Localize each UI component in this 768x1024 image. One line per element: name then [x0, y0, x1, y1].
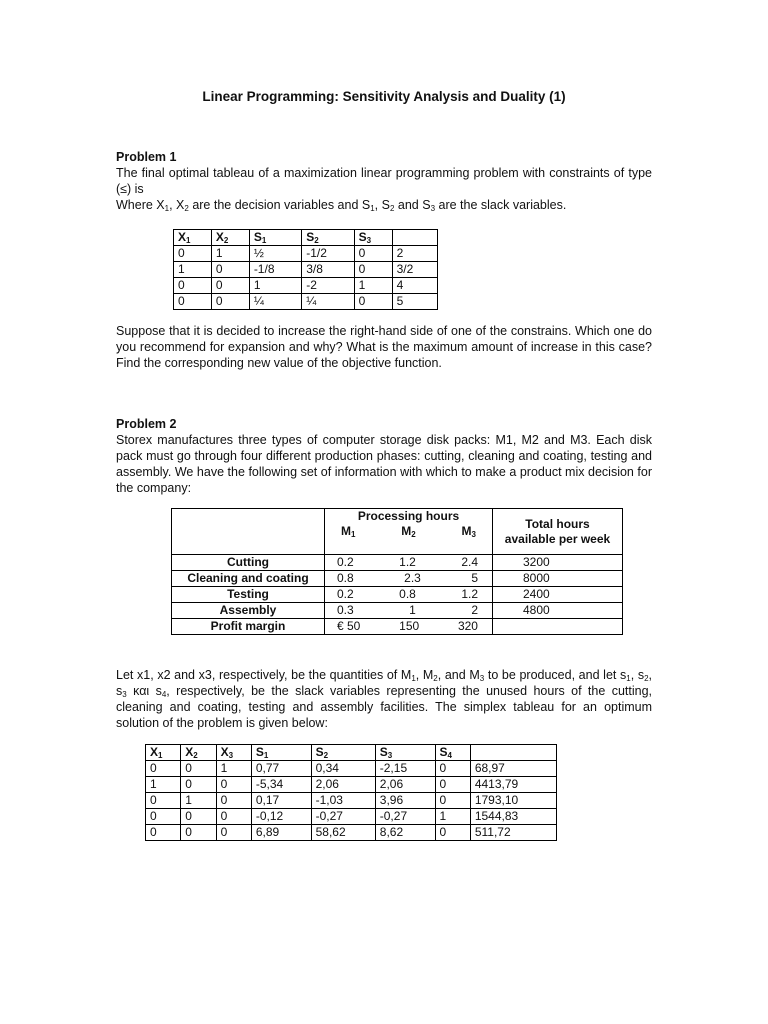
table-row — [146, 777, 557, 793]
problem1-where: Where $X_1$, $X_2$ are the decision variables and $S_1$, $S_2$ and $S_3$ are the slack variables. — [116, 198, 567, 213]
table-cell: ½ — [249, 246, 301, 262]
table-header-row — [146, 745, 557, 761]
table-cell: 58,62 — [311, 825, 375, 841]
header-cell: $X_2$ — [211, 230, 249, 246]
table-row — [172, 587, 623, 603]
processing-hours-cell: € 50 150 320 — [325, 619, 493, 635]
processing-hours-cell: 0.8 2.3 5 — [325, 571, 493, 587]
table-cell: -2,15 — [375, 761, 435, 777]
header-blank — [172, 509, 325, 555]
problem1-question: Suppose that it is decided to increase the right-hand side of one of the constrains. Which one do you recommend for expansion and why? What is the maximum amount of increase in this case? Find the corresponding new value of the objective function. — [116, 324, 652, 370]
header-cell: $S_3$ — [354, 230, 392, 246]
problem2-text — [116, 416, 652, 496]
table-cell: 511,72 — [470, 825, 556, 841]
table-header-row — [174, 230, 438, 246]
table-cell: -2 — [302, 278, 354, 294]
table-cell: 1 — [181, 793, 216, 809]
table-cell: ¼ — [249, 294, 301, 310]
problem1-intro: The final optimal tableau of a maximization linear programming problem with constraints of type (≤) is — [116, 166, 652, 196]
processing-hours-header: Processing hours $M_1$ $M_2$ $M_3$ — [325, 509, 493, 555]
table-cell: 1 — [216, 761, 251, 777]
table-header-row — [172, 509, 623, 555]
machine-header: $M_1$ — [341, 524, 356, 539]
table-row — [172, 571, 623, 587]
table-row — [174, 262, 438, 278]
table-cell: 0 — [211, 278, 249, 294]
total-hours-cell: 4800 — [493, 603, 623, 619]
table-cell: 0 — [216, 825, 251, 841]
table-cell: 0 — [435, 761, 470, 777]
table-cell: 0 — [174, 294, 212, 310]
processing-hours-cell: 0.2 0.8 1.2 — [325, 587, 493, 603]
table-cell: 0 — [216, 793, 251, 809]
table-cell: 0 — [174, 278, 212, 294]
table-cell: 5 — [392, 294, 437, 310]
table-row — [174, 278, 438, 294]
table-cell: 0 — [354, 246, 392, 262]
table-cell: 0 — [211, 294, 249, 310]
production-table — [171, 508, 623, 635]
problem2-let: Let x1, x2 and x3, respectively, be the quantities of $M_1$, $M_2$, and $M_3$ to be produced, and let $s_1$, $s_2$, $s_3$ και $s_4$, respectively, be the slack variables representing the unused hours of the cutting, cleaning and coating, testing and assembly facilities. The simplex tableau for an optimum solution of the problem is given below: — [116, 668, 653, 730]
table-row — [146, 825, 557, 841]
table-cell: 0 — [435, 777, 470, 793]
table-cell: -5,34 — [251, 777, 311, 793]
table-cell: 0 — [435, 825, 470, 841]
table-row — [172, 619, 623, 635]
table-cell: 0 — [181, 825, 216, 841]
total-hours-cell: 3200 — [493, 555, 623, 571]
header-cell — [392, 230, 437, 246]
table-cell: -1,03 — [311, 793, 375, 809]
machine-header: $M_2$ — [401, 524, 416, 539]
row-label: Testing — [172, 587, 325, 603]
total-hours-cell: 2400 — [493, 587, 623, 603]
header-cell — [470, 745, 556, 761]
table-row — [174, 294, 438, 310]
header-cell: $S_2$ — [302, 230, 354, 246]
header-cell: $S_4$ — [435, 745, 470, 761]
table-cell: -1/2 — [302, 246, 354, 262]
table-cell: 1793,10 — [470, 793, 556, 809]
table-cell: -0,12 — [251, 809, 311, 825]
table-cell: 0 — [216, 809, 251, 825]
table-cell: 1544,83 — [470, 809, 556, 825]
table-cell: 0,77 — [251, 761, 311, 777]
table-cell: 0 — [181, 809, 216, 825]
table-cell: 2,06 — [375, 777, 435, 793]
table-cell: 1 — [354, 278, 392, 294]
processing-hours-cell: 0.3 1 2 — [325, 603, 493, 619]
table-cell: 0 — [354, 262, 392, 278]
processing-hours-cell: 0.2 1.2 2.4 — [325, 555, 493, 571]
header-cell: $X_2$ — [181, 745, 216, 761]
total-hours-cell — [493, 619, 623, 635]
header-cell: $X_3$ — [216, 745, 251, 761]
table-row — [172, 603, 623, 619]
table-cell: 2,06 — [311, 777, 375, 793]
table-cell: 3/2 — [392, 262, 437, 278]
table-cell: 1 — [435, 809, 470, 825]
table-cell: 1 — [249, 278, 301, 294]
table-row — [172, 555, 623, 571]
table-cell: 4 — [392, 278, 437, 294]
problem1-heading: Problem 1 — [116, 150, 177, 164]
total-hours-header: Total hours available per week — [493, 509, 623, 555]
header-cell: $X_1$ — [174, 230, 212, 246]
table-cell: 0 — [174, 246, 212, 262]
machine-header: $M_3$ — [461, 524, 476, 539]
problem2-intro: Storex manufactures three types of computer storage disk packs: M1, M2 and M3. Each disk pack must go through four different production phases: cutting, cleaning and coating, testing and assembly. We have the following set of information with which to make a product mix decision for the company: — [116, 433, 652, 495]
problem2-tableau — [145, 744, 557, 841]
table-cell: 0 — [146, 761, 181, 777]
problem2-heading: Problem 2 — [116, 417, 177, 431]
problem1-text — [116, 149, 652, 213]
table-cell: 0 — [211, 262, 249, 278]
table-cell: 0 — [146, 825, 181, 841]
table-cell: 0,34 — [311, 761, 375, 777]
table-row — [146, 793, 557, 809]
table-cell: 3/8 — [302, 262, 354, 278]
table-cell: 68,97 — [470, 761, 556, 777]
row-label: Assembly — [172, 603, 325, 619]
table-cell: 0 — [146, 809, 181, 825]
table-row — [146, 761, 557, 777]
table-cell: 0 — [354, 294, 392, 310]
table-cell: 0 — [435, 793, 470, 809]
problem1-tableau — [173, 229, 438, 310]
table-row — [174, 246, 438, 262]
table-cell: -1/8 — [249, 262, 301, 278]
table-cell: -0,27 — [375, 809, 435, 825]
table-cell: 0 — [181, 777, 216, 793]
table-cell: 0 — [181, 761, 216, 777]
table-cell: 0 — [216, 777, 251, 793]
row-label: Cleaning and coating — [172, 571, 325, 587]
table-cell: 1 — [174, 262, 212, 278]
header-cell: $S_3$ — [375, 745, 435, 761]
table-cell: 8,62 — [375, 825, 435, 841]
table-row — [146, 809, 557, 825]
table-cell: 3,96 — [375, 793, 435, 809]
row-label: Cutting — [172, 555, 325, 571]
table-cell: 0,17 — [251, 793, 311, 809]
table-cell: ¼ — [302, 294, 354, 310]
page-title: Linear Programming: Sensitivity Analysis and Duality (1) — [202, 89, 566, 104]
table-cell: -0,27 — [311, 809, 375, 825]
header-cell: $S_1$ — [251, 745, 311, 761]
table-cell: 1 — [211, 246, 249, 262]
table-cell: 0 — [146, 793, 181, 809]
table-cell: 2 — [392, 246, 437, 262]
table-cell: 4413,79 — [470, 777, 556, 793]
header-cell: $S_2$ — [311, 745, 375, 761]
total-hours-cell: 8000 — [493, 571, 623, 587]
header-cell: $S_1$ — [249, 230, 301, 246]
table-cell: 6,89 — [251, 825, 311, 841]
row-label: Profit margin — [172, 619, 325, 635]
header-cell: $X_1$ — [146, 745, 181, 761]
table-cell: 1 — [146, 777, 181, 793]
